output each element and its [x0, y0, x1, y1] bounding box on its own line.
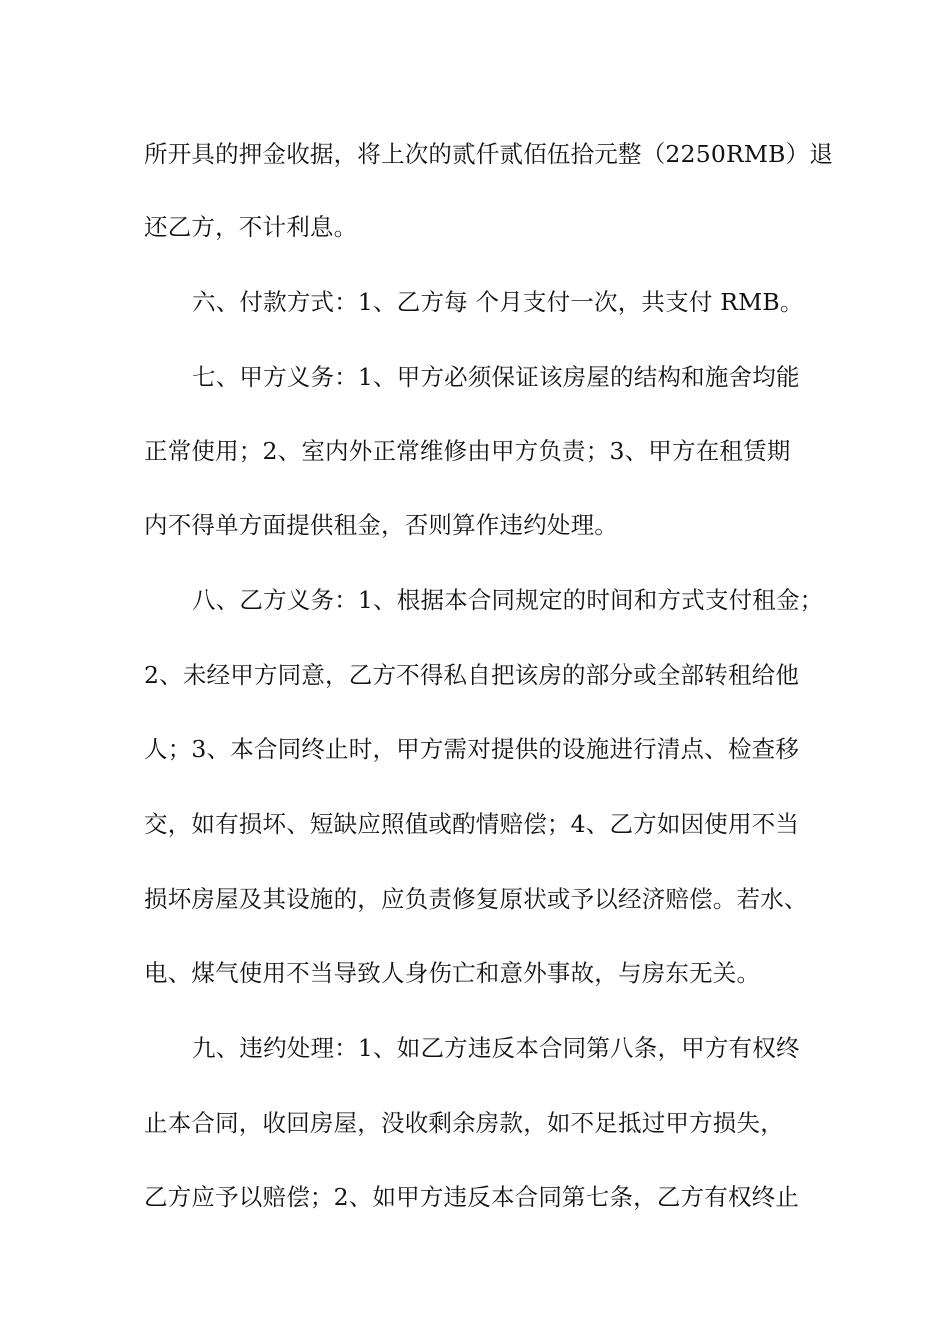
text-line: 止本合同，收回房屋，没收剩余房款，如不足抵过甲方损失， — [144, 1109, 784, 1137]
text-line: 九、违约处理：1、如乙方违反本合同第八条，甲方有权终 — [192, 1034, 800, 1062]
text-line: 交，如有损坏、短缺应照值或酌情赔偿；4、乙方如因使用不当 — [144, 810, 800, 838]
text-line: 乙方应予以赔偿；2、如甲方违反本合同第七条，乙方有权终止 — [144, 1183, 800, 1211]
text-line: 内不得单方面提供租金，否则算作违约处理。 — [144, 511, 618, 539]
text-line: 还乙方，不计利息。 — [144, 213, 358, 241]
text-line: 八、乙方义务：1、根据本合同规定的时间和方式支付租金； — [192, 586, 824, 614]
text-line: 损坏房屋及其设施的，应负责修复原状或予以经济赔偿。若水、 — [144, 885, 808, 913]
text-line: 所开具的押金收据，将上次的贰仟贰佰伍拾元整（2250RMB）退 — [144, 140, 834, 168]
text-line: 正常使用；2、室内外正常维修由甲方负责；3、甲方在租赁期 — [144, 437, 791, 465]
text-line: 六、付款方式：1、乙方每 个月支付一次，共支付 RMB。 — [192, 288, 804, 316]
text-line: 2、未经甲方同意，乙方不得私自把该房的部分或全部转租给他 — [144, 661, 800, 689]
text-line: 电、煤气使用不当导致人身伤亡和意外事故，与房东无关。 — [144, 959, 761, 987]
text-line: 人；3、本合同终止时，甲方需对提供的设施进行清点、检查移 — [144, 735, 800, 763]
text-line: 七、甲方义务：1、甲方必须保证该房屋的结构和施舍均能 — [192, 363, 800, 391]
